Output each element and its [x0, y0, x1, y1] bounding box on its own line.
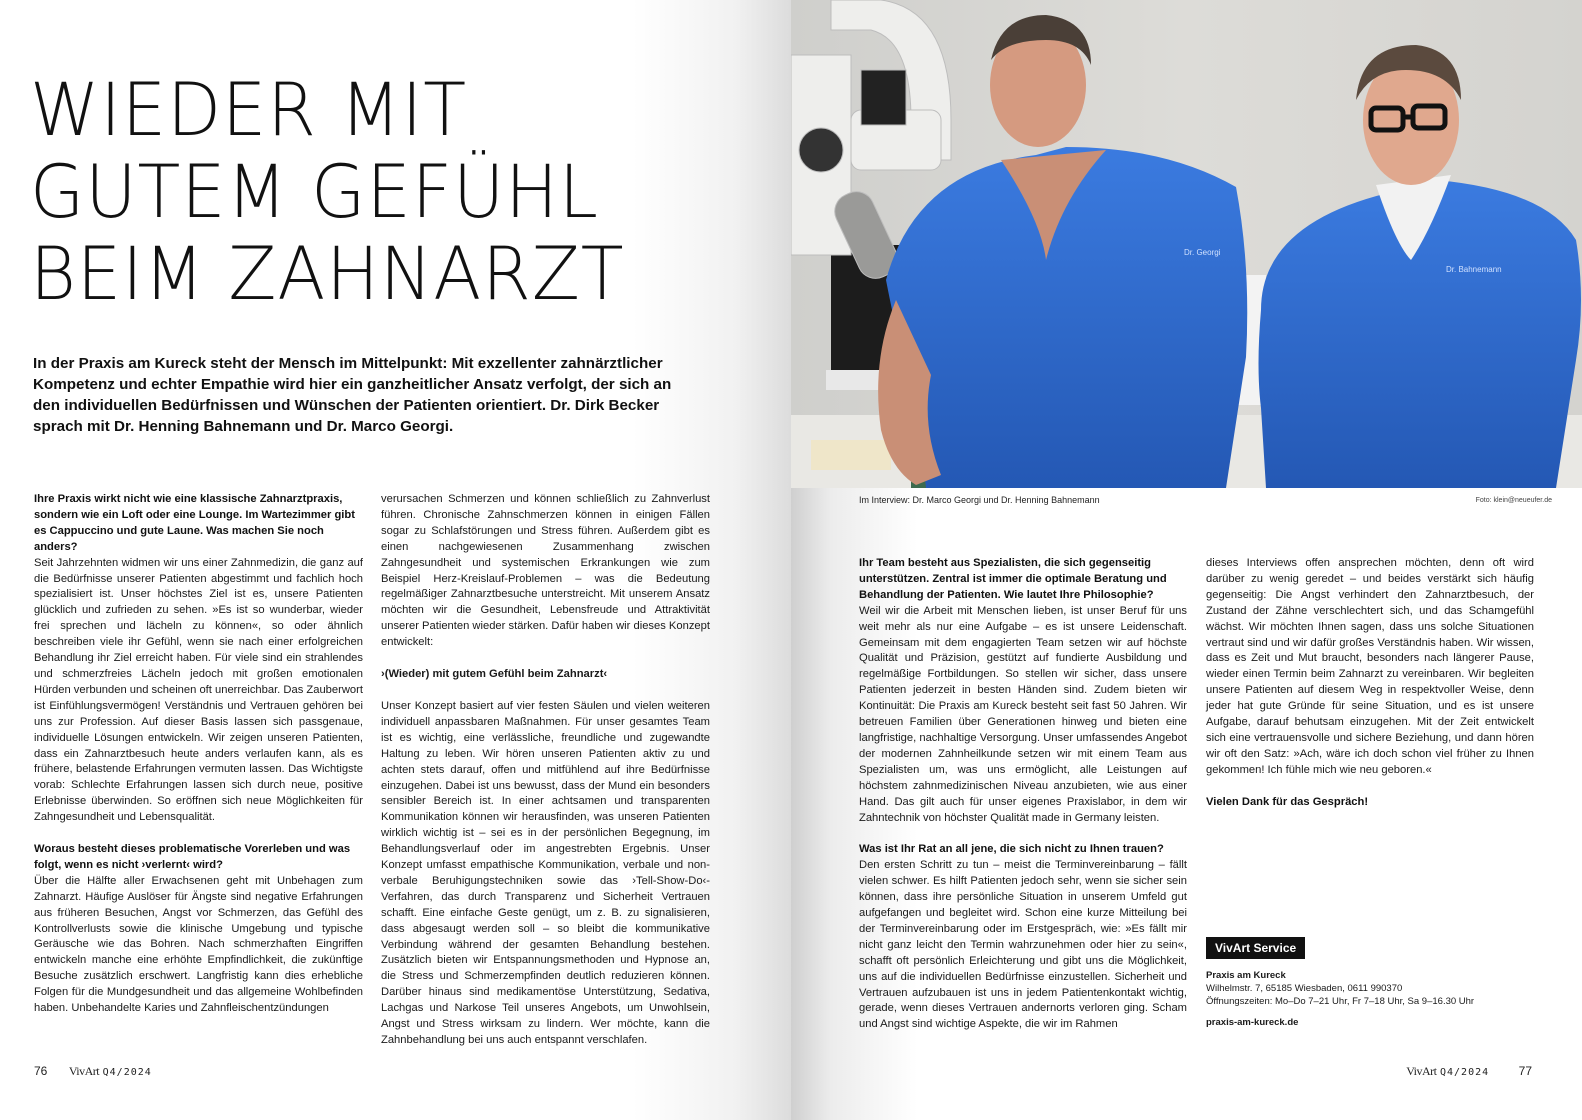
folio-right [1406, 1064, 1532, 1079]
gloves [811, 440, 891, 470]
interview-question: Ihr Team besteht aus Spezialisten, die sich gegenseitig unterstützen. Zentral ist immer die optimale Beratung und Behandlung der Patienten. Wie lautet Ihre Philosophie? [859, 557, 1167, 601]
interview-question: Woraus besteht dieses problematische Vorerleben und was folgt, wenn es nicht ›verlernt‹ wird? [34, 843, 351, 871]
headline-line-2: GUTEM GEFÜHL [30, 150, 599, 235]
photo-caption: Im Interview: Dr. Marco Georgi und Dr. Henning Bahnemann [859, 495, 1100, 505]
practice-website-link[interactable]: praxis-am-kureck.de [1206, 1017, 1299, 1028]
magazine-brand: VivArt [1406, 1064, 1437, 1078]
interview-answer-continued: verursachen Schmerzen und können schließlich zu Zahnverlust führen. Chronische Zahnschmerzen können in einigen Fällen sogar zu Schlafstörungen und Stress führen. Außerdem gibt es einen nachgewiesenen Zusammenhang zwischen Zahngesundheit und systemischen Erkrankungen wie zum Beispiel Herz-Kreislauf-Problemen – was die Bedeutung regelmäßiger Zahnarztbesuche unterstreicht. Mit unserem Ansatz möchten wir die Gesundheit, Lebensfreude und Attraktivität unserer Patienten wieder stärken. Dafür haben wir dieses Konzept entwickelt: [381, 493, 710, 649]
issue-label: Q4/2024 [102, 1067, 152, 1078]
issue-label: Q4/2024 [1439, 1067, 1490, 1078]
magazine-brand: VivArt [68, 1064, 100, 1078]
text-column-4 [1206, 556, 1534, 811]
doctors-photo-illustration [791, 0, 1582, 488]
interview-answer: Über die Hälfte aller Erwachsenen geht mit Unbehagen zum Zahnarzt. Häufige Auslöser für Ängste sind negative Erfahrungen aus früheren Besuchen, Angst vor Schmerzen, das Gefühl des Kontrollverlusts sowie die klinische Umgebung und typische Geräusche wie das Bohren. Nach schmerzhaften Eingriffen entwickeln manche eine erhöhte Empfindlichkeit, die zukünftige Besuche zusätzlich erschwert. Langfristig kann dies erhebliche Folgen für die Mundgesundheit und das allgemeine Wohlbefinden haben. Unbehandelte Karies und Zahnfleischentzündungen [34, 874, 363, 1015]
interview-answer-continued: dieses Interviews offen ansprechen möchten, denn oft wird darüber zu wenig geredet – und beides verstärkt sich häufig gegenseitig: Die Angst verhindert den Zahnarztbesuch, der Zustand der Zähne verschlechtert sich, und das Schamgefühl wächst. Wir möchten Ihnen sagen, dass uns solche Situationen vertraut sind und wir dafür großes Verständnis haben. Wir wissen, dass es Zeit und Mut braucht, besonders nach längerer Pause, wieder einen Termin beim Zahnarzt zu vereinbaren. Wir begleiten unsere Patienten auf diesem Weg in respektvoller Weise, denn jeder hat gute Gründe für seine Situation, und es ist unsere Aufgabe, darauf behutsam einzugehen. Mit der Zeit entwickelt sich eine vertrauensvolle und sichere Beziehung, und dann hören wir oft den Satz: »Ach, wäre ich doch schon viel früher zu Ihnen gekommen! Ich fühle mich wie neu geboren.« [1206, 557, 1534, 776]
service-box [1206, 969, 1546, 1029]
text-column-2 [381, 492, 710, 1049]
concept-paragraph: Unser Konzept basiert auf vier festen Säulen und vielen weiteren individuell anpassbaren Maßnahmen. Für unser gesamtes Team ist es wichtig, eine verlässliche, freundliche und zugewandte Haltung zu leben. Wir hören unseren Patienten aktiv zu und achten stets darauf, offen und mitfühlend auf ihre Bedürfnisse einzugehen. Dabei ist uns bewusst, dass der Mund ein besonders sensibler Bereich ist. In einer achtsamen und transparenten Kommunikation können wir herausfinden, was unseren Patienten wirklich wichtig ist – sei es in der persönlichen Begegnung, im Behandlungsverlauf oder im angestrebten Ergebnis. Unser Konzept umfasst empathische Kommunikation, verbale und non-verbale Beruhigungstechniken sowie das ›Tell-Show-Do‹-Verfahren, das durch Transparenz und Sicherheit Vertrauen schafft. Eine einfache Geste genügt, um z. B. zu signalisieren, dass abgesaugt werden soll – so bleibt die kommunikative Verbindung während der gesamten Behandlung bestehen. Zusätzlich bieten wir Entspannungsmethoden und Hypnose an, die Stress und Schmerzempfinden deutlich reduzieren können. Darüber hinaus sind medikamentöse Unterstützung, Sedativa, Lachgas und Narkose Teil unseres Angebots, um Unwohlsein, Angst und Stress wirksam zu lindern. Wer möchte, kann die Zahnbehandlung bei uns auch entspannt verschlafen. [381, 699, 710, 1046]
headline [30, 70, 650, 316]
service-badge: VivArt Service [1206, 937, 1305, 959]
interview-question: Ihre Praxis wirkt nicht wie eine klassische Zahnarztpraxis, sondern wie ein Loft oder eine Lounge. Im Wartezimmer gibt es Cappuccino und gute Laune. Was machen Sie noch anders? [34, 493, 355, 553]
lead-paragraph: In der Praxis am Kureck steht der Mensch im Mittelpunkt: Mit exzellenter zahnärztlicher Kompetenz und echter Empathie wird hier ein ganzheitlicher Ansatz verfolgt, der sich an den individuellen Bedürfnissen und Wünschen der Patienten orientiert. Dr. Dirk Becker sprach mit Dr. Henning Bahnemann und Dr. Marco Georgi. [33, 355, 672, 435]
page-number: 76 [34, 1064, 48, 1078]
name-badge-bahnemann: Dr. Bahnemann [1446, 265, 1502, 274]
name-badge-georgi: Dr. Georgi [1184, 248, 1221, 257]
interview-answer: Weil wir die Arbeit mit Menschen lieben, ist unser Beruf für uns weit mehr als nur eine Aufgabe – es ist unsere Leidenschaft. Gemeinsam mit dem engagierten Team setzen wir auf höchste Qualität und Präzision, gestützt auf fundierte Ausbildung und regelmäßige Fortbildungen. So stellen wir sicher, dass unsere Patienten jederzeit in besten Händen sind. Zudem bieten wir Kontinuität: Die Praxis am Kureck besteht seit fast 50 Jahren. Wir betreuen Familien über Generationen hinweg und bieten eine langfristige, nachhaltige Versorgung. Unser umfassendes Angebot der modernen Zahnheilkunde setzen wir mit einem Team aus Spezialisten um, was uns ermöglicht, alle Leistungen auf höchstem zahnmedizinischen Niveau anzubieten, wie aus einer Hand. Das gilt auch für unser eigenes Praxislabor, in dem wir Zahntechnik von höchster Qualität made in Germany leisten. [859, 604, 1187, 824]
headline-line-3: BEIM ZAHNARZT [30, 232, 625, 317]
photo-credit: Foto: klein@neueufer.de [1475, 497, 1552, 504]
folio-left [34, 1064, 152, 1079]
text-column-1 [34, 492, 363, 1017]
interview-answer: Den ersten Schritt zu tun – meist die Terminvereinbarung – fällt vielen schwer. Es hilft Patienten jedoch sehr, wenn sie sicher sein können, dass ihre persönliche Situation in unserem Umfeld gut aufgefangen und begleitet wird. Schon eine kurze Mitteilung bei der Terminvereinbarung oder im Erstgespräch, wie: »Es fällt mir nicht ganz leicht den Termin wahrzunehmen oder hier zu sein«, schafft oft persönlich Erleichterung und gibt uns die Möglichkeit, uns auf die individuellen Bedürfnisse einzustellen. Sicherheit und Vertrauen aufzubauen ist uns in jedem Patientenkontakt wichtig, gerade, wenn dieses Vertrauen andernorts verloren ging. Scham und Angst sind wichtige Aspekte, die wir im Rahmen [859, 859, 1187, 1031]
interview-answer: Seit Jahrzehnten widmen wir uns einer Zahnmedizin, die ganz auf die Bedürfnisse unserer Patienten abgestimmt und fachlich hoch spezialisiert ist. Unser höchstes Ziel ist es, unsere Patienten glücklich und zufrieden zu sehen. »Es ist so wunderbar, wieder frei sprechen und lächeln zu können«, so oder ähnlich beschreiben viele ihr Gefühl, wenn sie nach einer erfolgreichen Behandlung ihr Ziel erreicht haben. Für viele sind ein strahlendes und schmerzfreies Lächeln jedoch mit großen emotionalen Hürden verbunden und scheinen oft unerreichbar. Das Zauberwort ist Einfühlungsvermögen! Verständnis und Vertrauen gehören bei uns zur Profession. Auf dieser Basis lassen sich passgenaue, individuelle Lösungen entwickeln. Wir zeigen unseren Patienten, dass ein Zahnarztbesuch heute anders verlaufen kann, als es frühere, belastende Erfahrungen vermuten lassen. Das Wichtigste vorab: Schlechte Erfahrungen lassen sich durch neue, positive Erlebnisse überwinden. So eröffnen sich neue Möglichkeiten für Zahngesundheit und Lebensqualität. [34, 556, 363, 824]
interview-question: Was ist Ihr Rat an all jene, die sich nicht zu Ihnen trauen? [859, 843, 1164, 856]
text-column-3 [859, 556, 1187, 1033]
practice-address: Wilhelmstr. 7, 65185 Wiesbaden, 0611 990370 [1206, 983, 1403, 994]
closing-thanks: Vielen Dank für das Gespräch! [1206, 795, 1369, 808]
headline-line-1: WIEDER MIT [30, 68, 467, 153]
practice-name: Praxis am Kureck [1206, 970, 1286, 981]
page-number: 77 [1518, 1064, 1532, 1078]
opening-hours: Öffnungszeiten: Mo–Do 7–21 Uhr, Fr 7–18 Uhr, Sa 9–16.30 Uhr [1206, 996, 1475, 1007]
interview-photo [791, 0, 1582, 488]
subheading: ›(Wieder) mit gutem Gefühl beim Zahnarzt‹ [381, 668, 608, 681]
